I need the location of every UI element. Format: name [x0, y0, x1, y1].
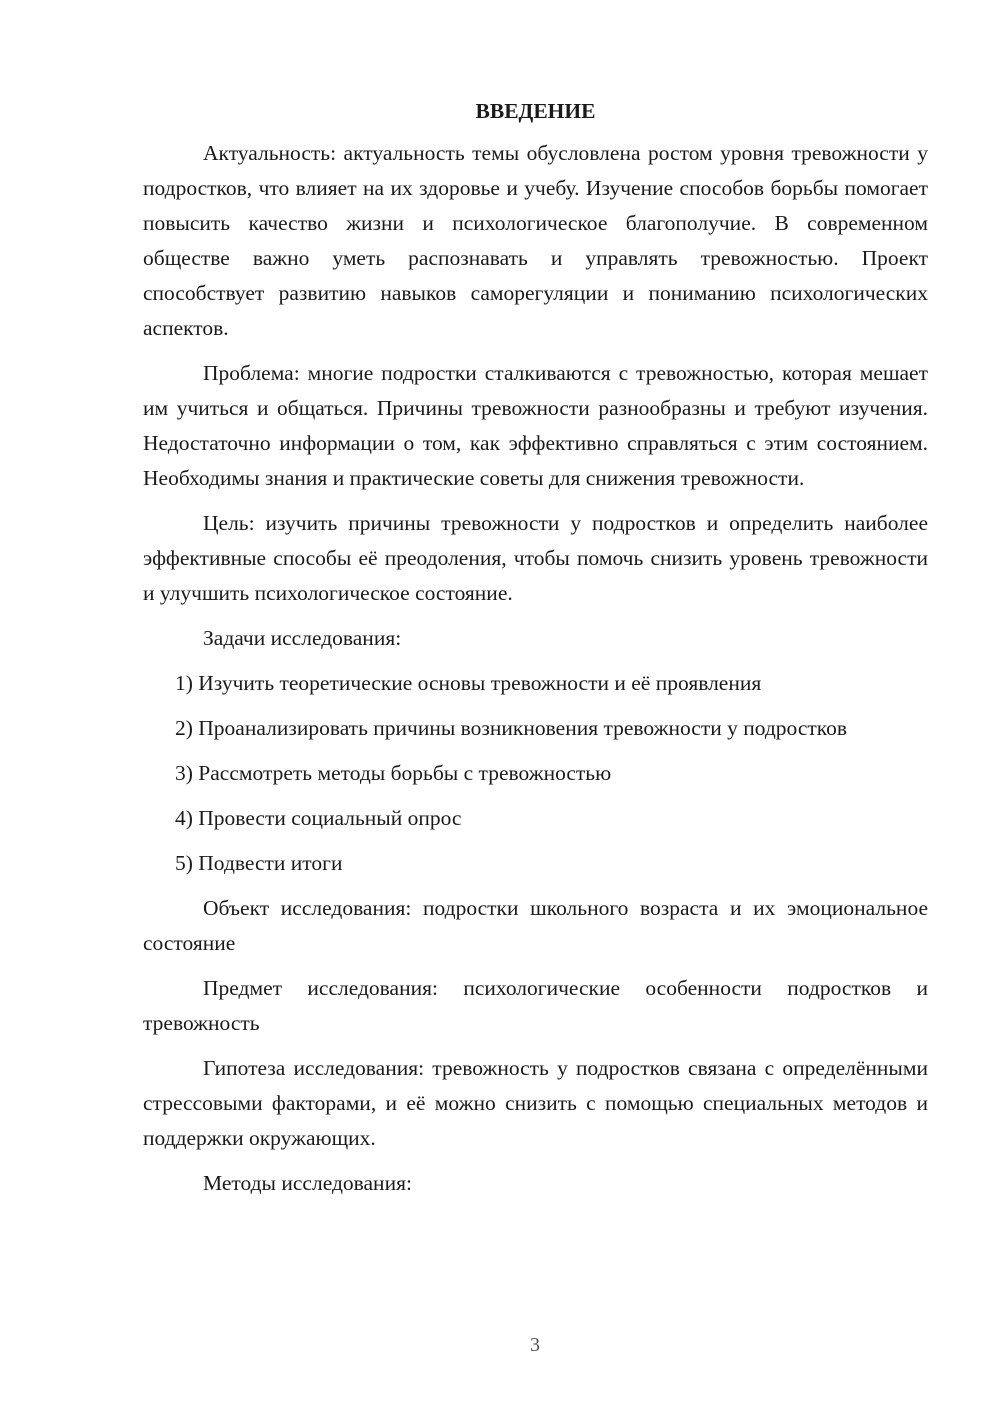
problem-paragraph: Проблема: многие подростки сталкиваются с тревожностью, которая мешает им учиться и общаться. Причины тревожности разнообразны и требуют изучения. Недостаточно информации о том, как эффективно справляться с этим состоянием. Необходимы знания и практические советы для снижения тревожности. — [143, 361, 928, 490]
task-item-3: 3) Рассмотреть методы борьбы с тревожностью — [175, 761, 612, 785]
subject-paragraph: Предмет исследования: психологические особенности подростков и тревожность — [143, 976, 928, 1035]
tasks-label: Задачи исследования: — [203, 626, 402, 650]
task-item-4: 4) Провести социальный опрос — [175, 806, 462, 830]
methods-label: Методы исследования: — [203, 1171, 412, 1195]
page-content — [143, 96, 928, 1211]
object-paragraph: Объект исследования: подростки школьного возраста и их эмоциональное состояние — [143, 896, 928, 955]
task-item-1: 1) Изучить теоретические основы тревожности и её проявления — [175, 671, 762, 695]
hypothesis-paragraph: Гипотеза исследования: тревожность у подростков связана с определёнными стрессовыми факторами, и её можно снизить с помощью специальных методов и поддержки окружающих. — [143, 1056, 928, 1150]
relevance-paragraph: Актуальность: актуальность темы обусловлена ростом уровня тревожности у подростков, что влияет на их здоровье и учебу. Изучение способов борьбы помогает повысить качество жизни и психологическое благополучие. В современном обществе важно уметь распознавать и управлять тревожностью. Проект способствует развитию навыков саморегуляции и пониманию психологических аспектов. — [143, 141, 928, 340]
goal-paragraph: Цель: изучить причины тревожности у подростков и определить наиболее эффективные способы её преодоления, чтобы помочь снизить уровень тревожности и улучшить психологическое состояние. — [143, 511, 928, 605]
task-item-2: 2) Проанализировать причины возникновения тревожности у подростков — [175, 716, 848, 740]
section-heading: ВВЕДЕНИЕ — [475, 99, 596, 123]
page-number: 3 — [530, 1334, 540, 1356]
task-item-5: 5) Подвести итоги — [175, 851, 343, 875]
